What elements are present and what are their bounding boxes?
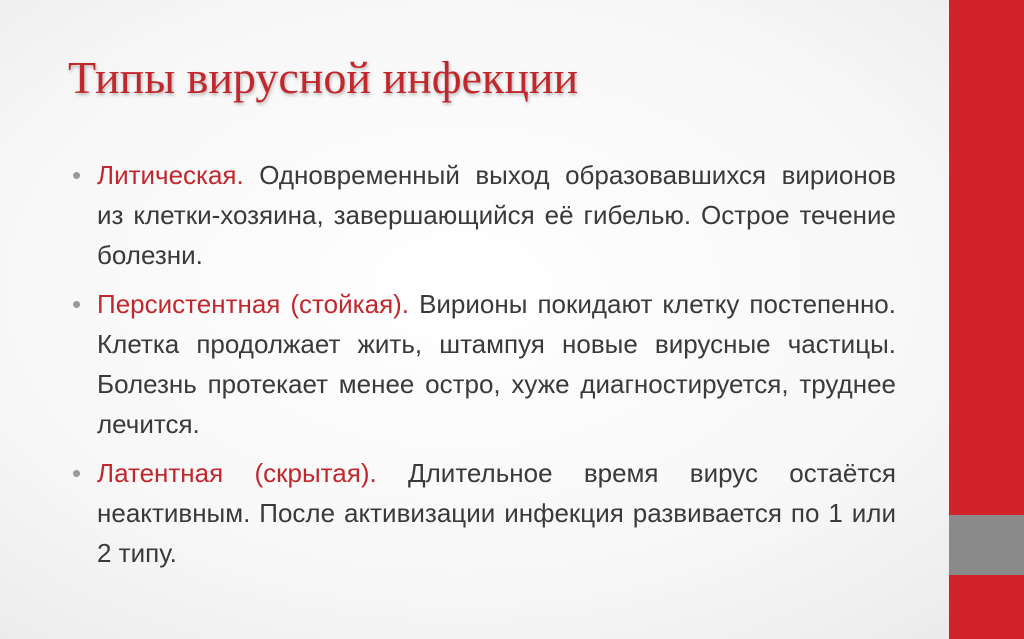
bullet-term: Персистентная (стойкая). bbox=[97, 289, 420, 319]
side-bar-gray-block bbox=[949, 515, 1024, 575]
bullet-dot-icon: • bbox=[72, 458, 82, 488]
bullet-text: Одновременный выход образовавшихся вирионов из клетки-хозяина, завершающийся её гибелью. Острое течение болезни. bbox=[97, 160, 896, 270]
slide-title: Типы вирусной инфекции bbox=[68, 52, 579, 103]
bullet-list bbox=[72, 155, 896, 582]
bullet-term: Латентная (скрытая). bbox=[97, 458, 409, 488]
bullet-text: Вирионы покидают клетку постепенно. Клетка продолжает жить, штампуя новые вирусные частицы. Болезнь протекает менее остро, хуже диагностируется, труднее лечится. bbox=[97, 289, 896, 439]
bullet-item-latent bbox=[72, 453, 896, 573]
side-accent-bar bbox=[949, 0, 1024, 639]
bullet-dot-icon: • bbox=[72, 160, 82, 190]
bullet-term: Литическая. bbox=[97, 160, 260, 190]
bullet-dot-icon: • bbox=[72, 289, 82, 319]
bullet-item-lytic bbox=[72, 155, 896, 275]
bullet-item-persistent bbox=[72, 284, 896, 444]
bullet-text: Длительное время вирус остаётся неактивным. После активизации инфекция развивается по 1 или 2 типу. bbox=[97, 458, 897, 568]
